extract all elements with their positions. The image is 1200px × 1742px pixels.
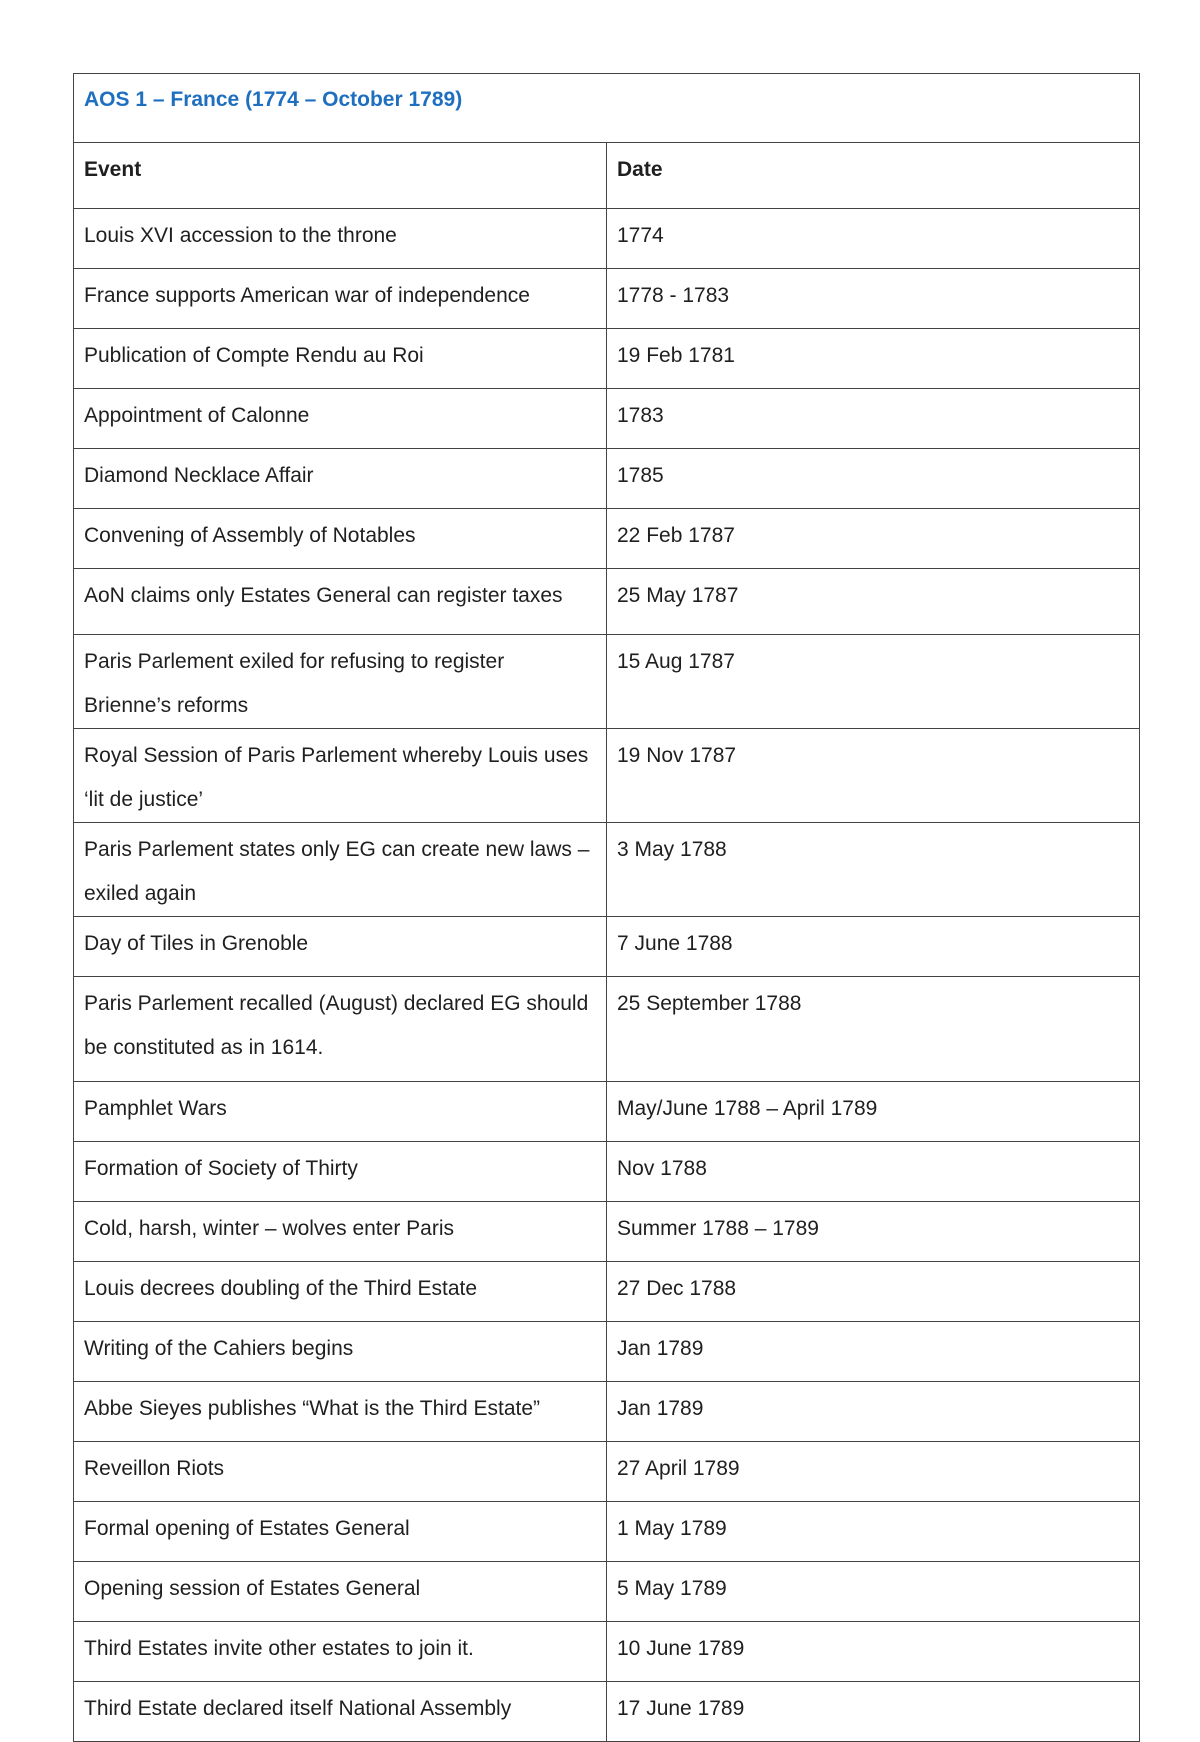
date-cell: 19 Nov 1787 [607,729,1140,823]
date-cell: Jan 1789 [607,1382,1140,1442]
event-cell: Pamphlet Wars [74,1082,607,1142]
date-cell: 3 May 1788 [607,823,1140,917]
date-cell: 15 Aug 1787 [607,635,1140,729]
date-cell: Jan 1789 [607,1322,1140,1382]
table-row [74,1142,1140,1202]
event-cell: Louis XVI accession to the throne [74,209,607,269]
date-cell: May/June 1788 – April 1789 [607,1082,1140,1142]
table-row [74,269,1140,329]
date-cell: Nov 1788 [607,1142,1140,1202]
table-row [74,449,1140,509]
title-row [74,74,1140,143]
event-cell: Diamond Necklace Affair [74,449,607,509]
event-cell: Royal Session of Paris Parlement whereby Louis uses ‘lit de justice’ [74,729,607,823]
event-cell: Formal opening of Estates General [74,1502,607,1562]
date-cell: 27 Dec 1788 [607,1262,1140,1322]
date-cell: 19 Feb 1781 [607,329,1140,389]
timeline-table [73,73,1140,1742]
date-cell: 1783 [607,389,1140,449]
table-row [74,1562,1140,1622]
table-row [74,1322,1140,1382]
table-row [74,1262,1140,1322]
date-cell: 25 September 1788 [607,977,1140,1082]
table-row [74,1382,1140,1442]
event-cell: Third Estates invite other estates to join it. [74,1622,607,1682]
date-cell: 7 June 1788 [607,917,1140,977]
date-cell: Summer 1788 – 1789 [607,1202,1140,1262]
table-row [74,1202,1140,1262]
date-cell: 1 May 1789 [607,1502,1140,1562]
date-column-header: Date [607,143,1140,209]
date-cell: 1778 - 1783 [607,269,1140,329]
table-row [74,209,1140,269]
date-cell: 25 May 1787 [607,569,1140,635]
document-title: AOS 1 – France (1774 – October 1789) [74,74,1140,143]
event-cell: Paris Parlement exiled for refusing to register Brienne’s reforms [74,635,607,729]
table-row [74,1682,1140,1742]
event-cell: Day of Tiles in Grenoble [74,917,607,977]
event-cell: Paris Parlement recalled (August) declared EG should be constituted as in 1614. [74,977,607,1082]
date-cell: 22 Feb 1787 [607,509,1140,569]
event-cell: Appointment of Calonne [74,389,607,449]
table-row [74,635,1140,729]
event-cell: Louis decrees doubling of the Third Estate [74,1262,607,1322]
table-row [74,1442,1140,1502]
event-cell: Opening session of Estates General [74,1562,607,1622]
date-cell: 1774 [607,209,1140,269]
event-cell: Publication of Compte Rendu au Roi [74,329,607,389]
event-cell: Writing of the Cahiers begins [74,1322,607,1382]
date-cell: 10 June 1789 [607,1622,1140,1682]
event-cell: Paris Parlement states only EG can create new laws – exiled again [74,823,607,917]
table-row [74,1622,1140,1682]
table-row [74,329,1140,389]
table-row [74,977,1140,1082]
date-cell: 5 May 1789 [607,1562,1140,1622]
date-cell: 1785 [607,449,1140,509]
table-row [74,823,1140,917]
table-row [74,917,1140,977]
event-cell: Reveillon Riots [74,1442,607,1502]
table-row [74,389,1140,449]
table-row [74,1082,1140,1142]
date-cell: 27 April 1789 [607,1442,1140,1502]
table-row [74,569,1140,635]
event-cell: Third Estate declared itself National Assembly [74,1682,607,1742]
date-cell: 17 June 1789 [607,1682,1140,1742]
table-row [74,729,1140,823]
header-row [74,143,1140,209]
event-cell: Formation of Society of Thirty [74,1142,607,1202]
event-cell: Convening of Assembly of Notables [74,509,607,569]
table-row [74,1502,1140,1562]
event-cell: Cold, harsh, winter – wolves enter Paris [74,1202,607,1262]
event-cell: AoN claims only Estates General can register taxes [74,569,607,635]
table-row [74,509,1140,569]
event-column-header: Event [74,143,607,209]
event-cell: Abbe Sieyes publishes “What is the Third Estate” [74,1382,607,1442]
event-cell: France supports American war of independence [74,269,607,329]
